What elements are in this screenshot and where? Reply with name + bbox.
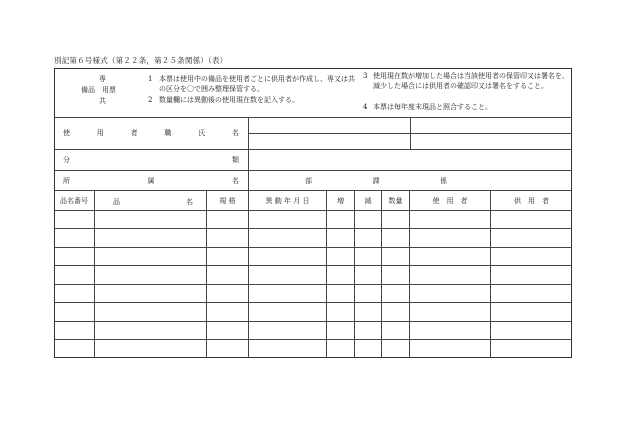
affiliation-label: 所 属 名 <box>63 177 239 185</box>
table-row[interactable] <box>55 285 572 302</box>
table-row[interactable] <box>55 340 572 357</box>
classification-field[interactable] <box>249 150 571 169</box>
note-3-text: 使用現在数が増加した場合は当該使用者の保管印又は署名を、減少した場合には供用者の確認印又は署名をすること。 <box>373 72 569 90</box>
department-label: 部 課 係 <box>305 177 447 185</box>
ledger-type-shared: 共 <box>99 97 106 105</box>
table-row[interactable] <box>55 266 572 284</box>
ledger-type-label: 備品 用票 <box>81 86 116 94</box>
col-change-date: 異 動 年 月 日 <box>265 196 310 205</box>
note-4-number: 4 <box>363 103 368 111</box>
col-user: 使 用 者 <box>432 196 468 205</box>
note-4-text: 本票は毎年度末現品と照合すること。 <box>373 103 492 111</box>
user-position-name-label: 使 用 者 職 氏 名 <box>63 129 239 137</box>
note-3-number: 3 <box>363 72 368 80</box>
ledger-type-exclusive: 専 <box>99 75 106 83</box>
table-row[interactable] <box>55 248 572 265</box>
user-name-cell-1[interactable] <box>249 118 409 133</box>
classification-label: 分 類 <box>63 156 239 164</box>
user-name-cell-3[interactable] <box>249 134 409 149</box>
col-decrease: 減 <box>364 196 372 205</box>
col-increase: 増 <box>337 196 344 205</box>
col-item-number: 品名番号 <box>60 196 88 205</box>
col-supplier: 供 用 者 <box>514 196 549 205</box>
note-2-number: 2 <box>148 96 153 104</box>
equipment-ledger-form <box>54 68 572 358</box>
user-name-cell-2[interactable] <box>411 118 571 133</box>
col-quantity: 数量 <box>388 196 403 205</box>
form-title: 別記第６号様式（第２２条，第２５条関係）（表） <box>54 56 228 65</box>
table-row[interactable] <box>55 322 572 339</box>
col-spec: 規 格 <box>219 196 236 205</box>
note-2-text: 数量欄には異動後の使用現在数を記入する。 <box>159 96 299 104</box>
note-1-text: 本票は使用中の備品を使用者ごとに供用者が作成し、専又は共の区分を〇で囲み整理保管する。 <box>159 75 355 93</box>
table-row[interactable] <box>55 211 572 228</box>
col-item-name: 品 名 <box>113 198 193 206</box>
note-1-number: 1 <box>148 75 153 83</box>
table-row[interactable] <box>55 229 572 247</box>
user-name-cell-4[interactable] <box>411 134 571 149</box>
table-row[interactable] <box>55 303 572 321</box>
